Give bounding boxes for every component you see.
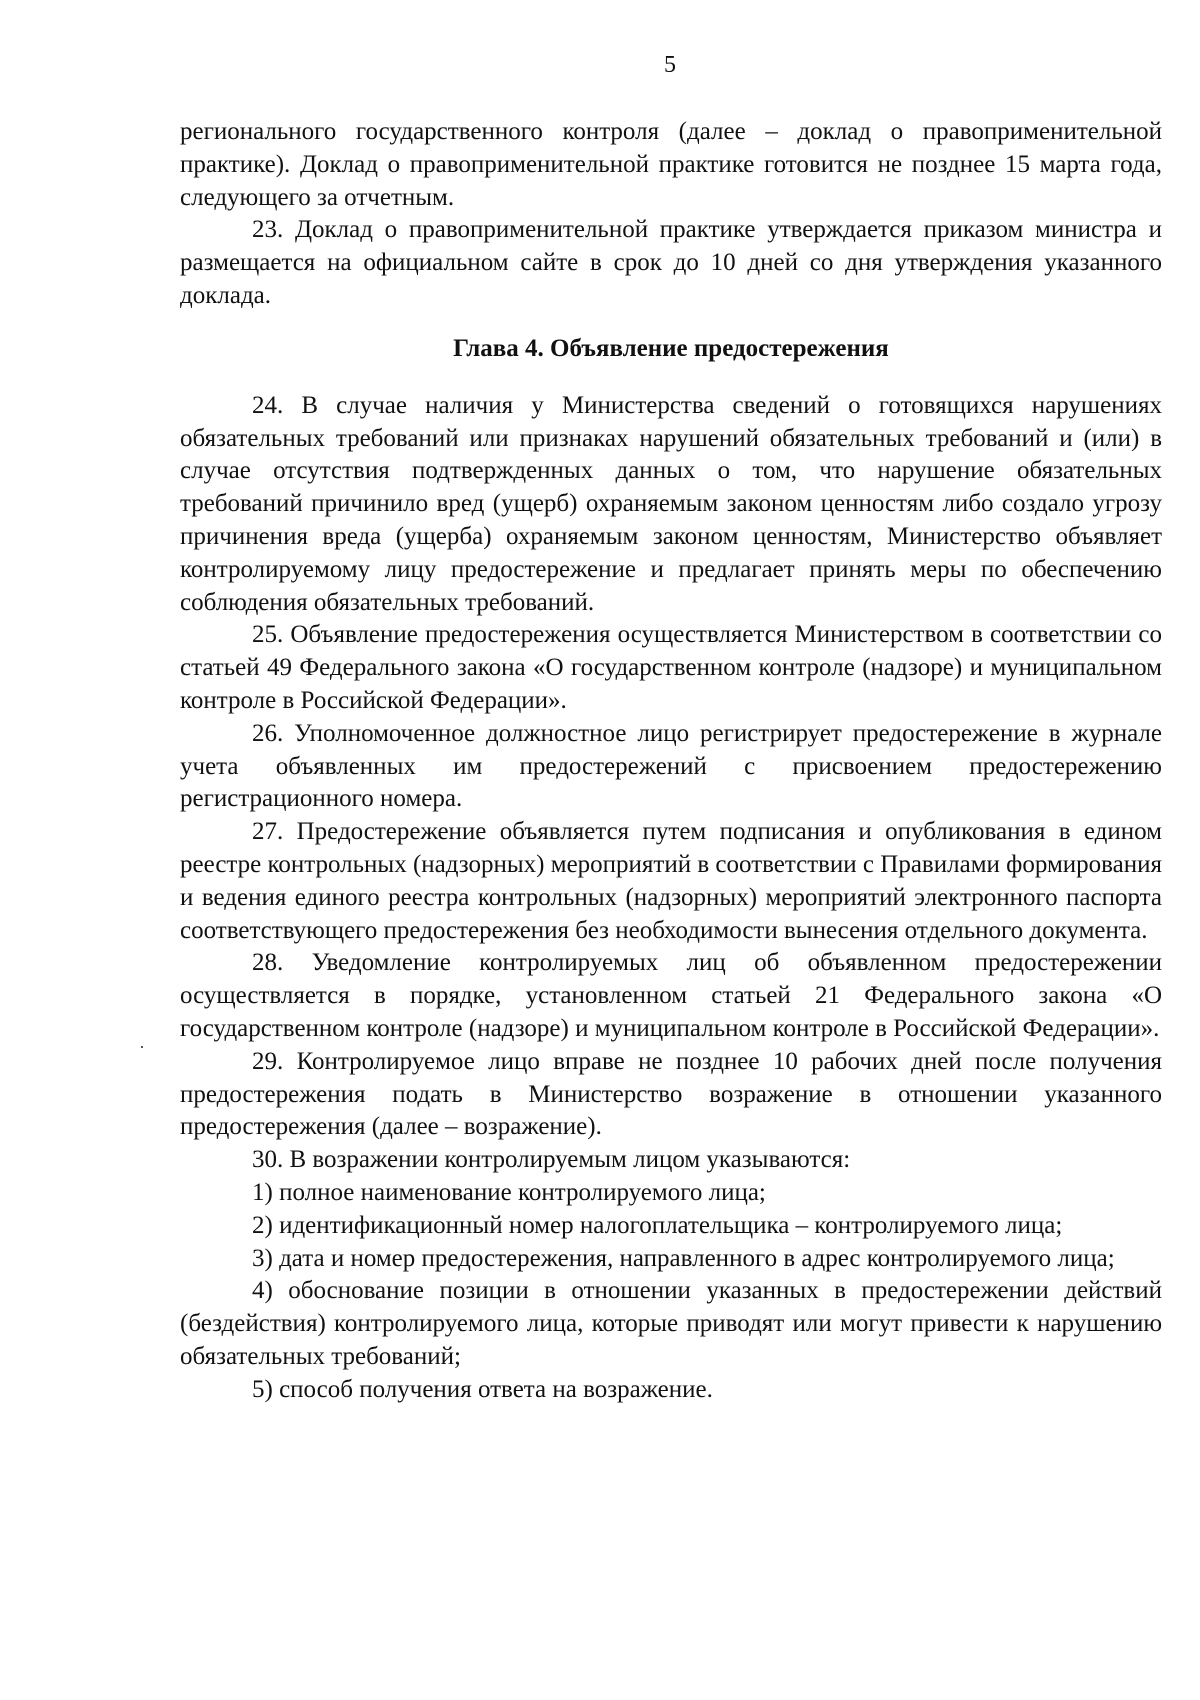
paragraph-25: 25. Объявление предостережения осуществляется Министерством в соответствии со статьей 49 Федерального закона «О государственном контроле (надзоре) и муниципальном контроле в Российской Федерации».: [180, 621, 1162, 714]
chapter-heading: Глава 4. Объявление предостережения: [453, 334, 889, 362]
paragraph-24: 24. В случае наличия у Министерства сведений о готовящихся нарушениях обязательных требований или признаках нарушений обязательных требований и (или) в случае отсутствия подтвержденных данных о том, что нарушение обязательных требований причинило вред (ущерб) охраняемым законом ценностям либо создало угрозу причинения вреда (ущерба) охраняемым законом ценностям, Министерство объявляет контролируемому лицу предостережение и предлагает принять меры по обеспечению соблюдения обязательных требований.: [180, 391, 1162, 616]
paragraph-23: 23. Доклад о правоприменительной практике утверждается приказом министра и размещается на официальном сайте в срок до 10 дней со дня утверждения указанного доклада.: [180, 216, 1162, 309]
list-item-1: 1) полное наименование контролируемого лица;: [252, 1178, 766, 1206]
list-item-2: 2) идентификационный номер налогоплательщика – контролируемого лица;: [252, 1211, 1063, 1239]
scan-dot-mark: [141, 1046, 143, 1048]
paragraph-30: 30. В возражении контролируемым лицом указываются:: [252, 1146, 851, 1174]
paragraph-26: 26. Уполномоченное должностное лицо регистрирует предостережение в журнале учета объявленных им предостережений с присвоением предостережению регистрационного номера.: [180, 719, 1162, 813]
page-number: 5: [664, 52, 676, 78]
document-body: [180, 116, 1162, 1406]
paragraph-continuation: регионального государственного контроля (далее – доклад о правоприменительной практике). Доклад о правоприменительной практике готовится не позднее 15 марта года, следующего за отчетным.: [180, 118, 1162, 211]
list-item-5: 5) способ получения ответа на возражение.: [252, 1375, 713, 1403]
list-item-3: 3) дата и номер предостережения, направленного в адрес контролируемого лица;: [252, 1244, 1115, 1272]
paragraph-29: 29. Контролируемое лицо вправе не позднее 10 рабочих дней после получения предостережения подать в Министерство возражение в отношении указанного предостережения (далее – возражение).: [180, 1047, 1162, 1141]
paragraph-27: 27. Предостережение объявляется путем подписания и опубликования в едином реестре контрольных (надзорных) мероприятий в соответствии с Правилами формирования и ведения единого реестра контрольных (надзорных) мероприятий электронного паспорта соответствующего предостережения без необходимости вынесения отдельного документа.: [180, 818, 1162, 944]
list-item-4: 4) обоснование позиции в отношении указанных в предостережении действий (бездействия) контролируемого лица, которые приводят или могут привести к нарушению обязательных требований;: [180, 1277, 1162, 1370]
paragraph-28: 28. Уведомление контролируемых лиц об объявленном предостережении осуществляется в порядке, установленном статьей 21 Федерального закона «О государственном контроле (надзоре) и муниципальном контроле в Российской Федерации».: [180, 949, 1162, 1042]
